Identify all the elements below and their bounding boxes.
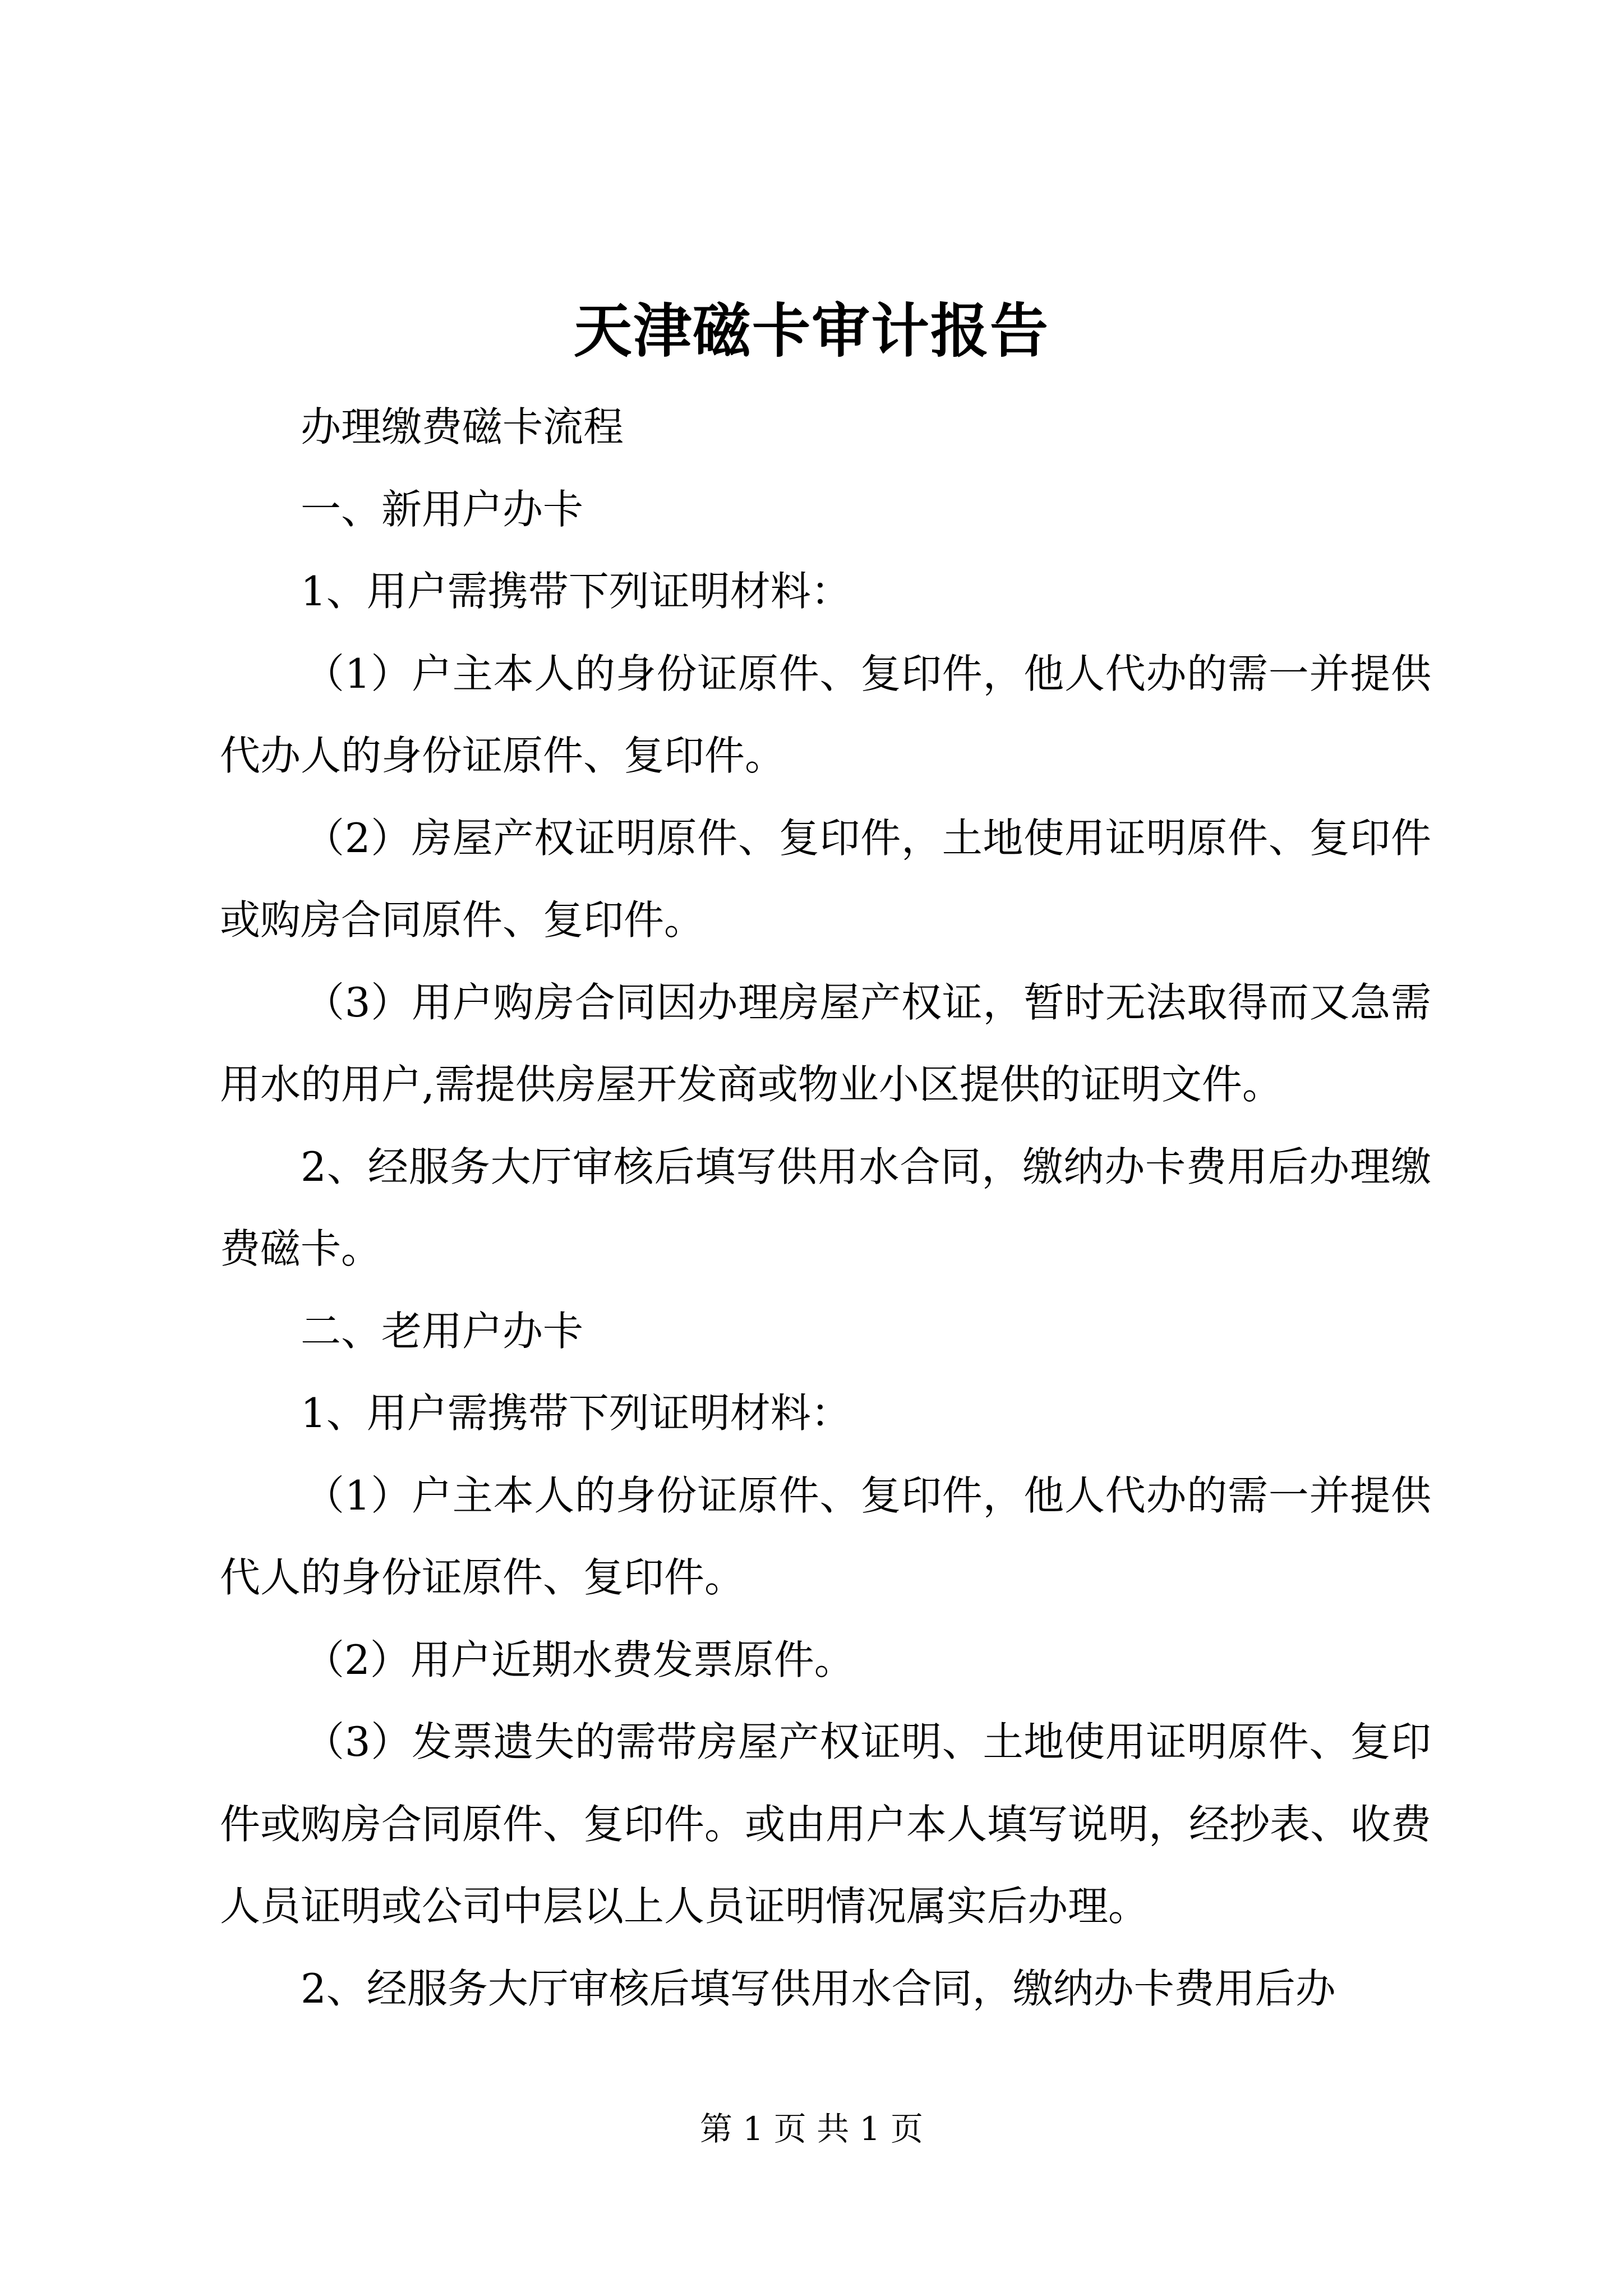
section-heading-new-user: 一、新用户办卡 <box>301 485 584 533</box>
list-item-review-old: 2、经服务大厅审核后填写供用水合同，缴纳办卡费用后办 <box>301 1964 1336 2012</box>
document-title: 天津磁卡审计报告 <box>573 297 1049 365</box>
page-footer: 第 1 页 共 1 页 <box>700 2110 923 2148</box>
list-item-materials-new: 1、用户需携带下列证明材料： <box>301 568 851 615</box>
list-subitem-lost-invoice-old: （3）发票遗失的需带房屋产权证明、土地使用证明原件、复印件或购房合同原件、复印件。或由用户本人填写说明，经抄表、收费人员证明或公司中层以上人员证明情况属实后办理。 <box>220 1718 1432 1930</box>
list-item-review-new: 2、经服务大厅审核后填写供用水合同，缴纳办卡费用后办理缴费磁卡。 <box>220 1143 1431 1272</box>
list-item-materials-old: 1、用户需携带下列证明材料： <box>301 1389 851 1437</box>
list-subitem-id-old: （1）户主本人的身份证原件、复印件，他人代办的需一并提供代人的身份证原件、复印件。 <box>220 1471 1431 1601</box>
document-body <box>220 386 1431 2030</box>
section-heading-old-user: 二、老用户办卡 <box>301 1307 584 1355</box>
list-subitem-contract-new: （3）用户购房合同因办理房屋产权证，暂时无法取得而又急需用水的用户,需提供房屋开发商或物业小区提供的证明文件。 <box>220 978 1431 1108</box>
section-heading-process: 办理缴费磁卡流程 <box>301 403 624 450</box>
list-subitem-invoice-old: （2）用户近期水费发票原件。 <box>304 1636 855 1683</box>
list-subitem-id-new: （1）户主本人的身份证原件、复印件，他人代办的需一并提供代办人的身份证原件、复印件。 <box>220 650 1431 779</box>
list-subitem-property-new: （2）房屋产权证明原件、复印件，土地使用证明原件、复印件或购房合同原件、复印件。 <box>220 814 1431 944</box>
